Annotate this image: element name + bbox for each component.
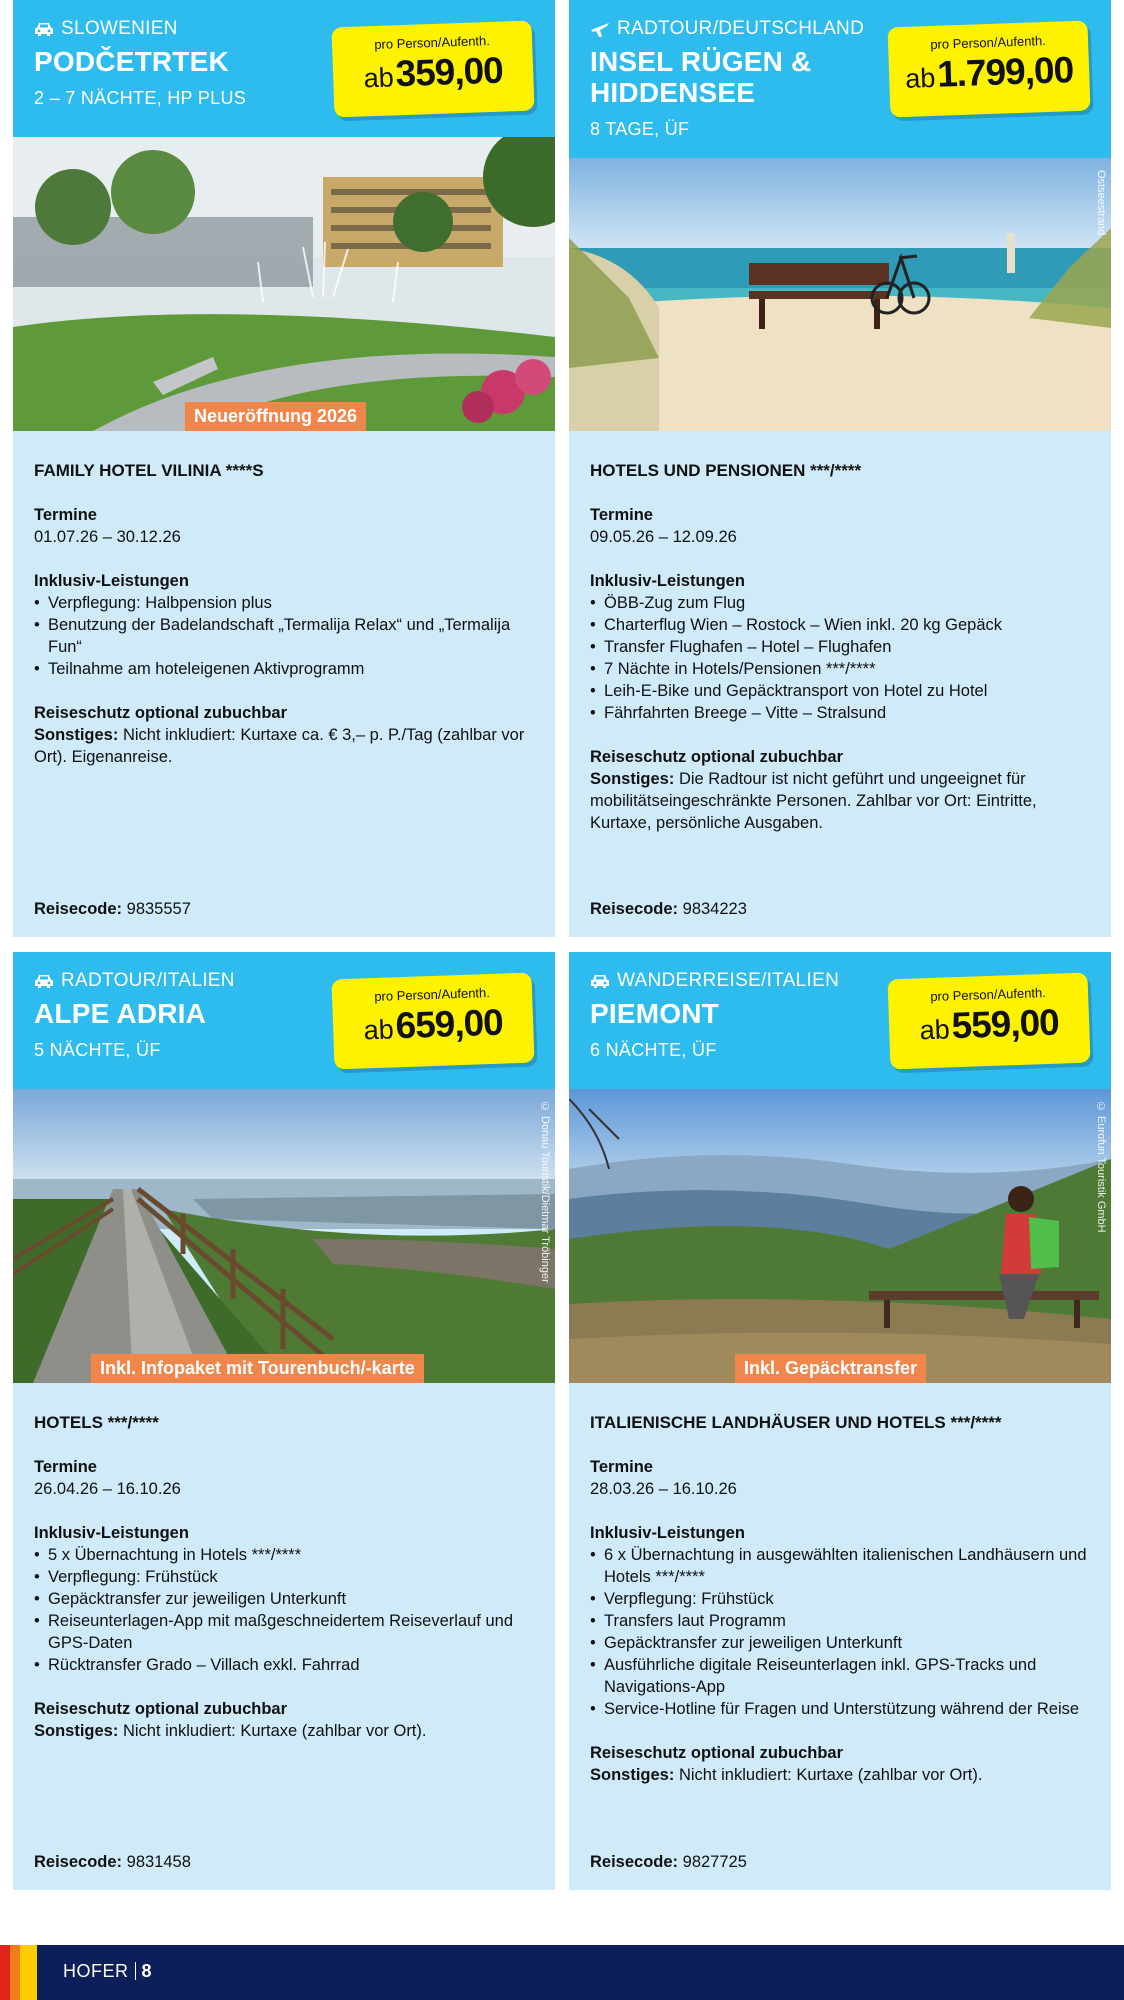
duration-subtitle: 6 NÄCHTE, ÜF [590, 1040, 717, 1060]
price-note: pro Person/Aufenth. [374, 33, 491, 53]
sonstiges-text [34, 724, 535, 768]
offer-card-piemont[interactable] [569, 952, 1111, 1890]
brand-stripe-orange [10, 1945, 20, 2000]
reisecode [590, 1853, 747, 1872]
duration-subtitle: 2 – 7 NÄCHTE, HP PLUS [34, 88, 247, 108]
list-item: • Gepäcktransfer zur jeweiligen Unterkunft [34, 1588, 535, 1610]
reisecode-label: Reisecode: [34, 900, 123, 918]
reiseschutz-note: Reiseschutz optional zubuchbar [590, 748, 844, 766]
car-icon [34, 972, 54, 990]
price-badge [331, 973, 534, 1070]
card-header [569, 0, 1111, 158]
reisecode-value: 9834223 [682, 900, 747, 918]
list-item: • Fährfahrten Breege – Vitte – Stralsund [590, 702, 1091, 724]
list-item: • Transfer Flughafen – Hotel – Flughafen [590, 636, 1091, 658]
reisecode [34, 900, 191, 919]
inklusiv-list [34, 1544, 535, 1676]
brand-stripe-yellow [20, 1945, 37, 2000]
termine-label: Termine [590, 506, 653, 524]
destination-title: PIEMONT [590, 998, 719, 1029]
sonstiges-label: Sonstiges: [590, 1766, 675, 1784]
sonstiges-label: Sonstiges: [34, 726, 119, 744]
reisecode [34, 1853, 191, 1872]
reiseschutz-note: Reiseschutz optional zubuchbar [34, 1700, 288, 1718]
card-header [13, 952, 555, 1089]
page-number: 8 [141, 1961, 153, 1981]
card-header [569, 952, 1111, 1089]
car-icon [590, 972, 610, 990]
list-item: • Verpflegung: Frühstück [590, 1588, 1091, 1610]
sonstiges-value: Nicht inkludiert: Kurtaxe (zahlbar vor Ort). [678, 1766, 983, 1784]
reisecode-value: 9835557 [126, 900, 191, 918]
offer-card-podcetrtek[interactable] [13, 0, 555, 937]
inklusiv-list [590, 592, 1091, 724]
offer-card-ruegen[interactable] [569, 0, 1111, 937]
list-item: • Gepäcktransfer zur jeweiligen Unterkunft [590, 1632, 1091, 1654]
list-item: • Teilnahme am hoteleigenen Aktivprogramm [34, 658, 535, 680]
destination-title: PODČETRTEK [34, 46, 229, 77]
destination-title: ALPE ADRIA [34, 998, 207, 1029]
reisecode-label: Reisecode: [590, 900, 679, 918]
category-label: RADTOUR/DEUTSCHLAND [617, 18, 865, 39]
list-item: • 6 x Übernachtung in ausgewählten italienischen Landhäusern und Hotels ***/**** [590, 1544, 1091, 1588]
list-item: • Verpflegung: Frühstück [34, 1566, 535, 1588]
footer-divider [135, 1962, 136, 1980]
price-value: 359,00 [394, 49, 504, 95]
list-item: • Reiseunterlagen-App mit maßgeschneidertem Reiseverlauf und GPS-Daten [34, 1610, 535, 1654]
price-note: pro Person/Aufenth. [374, 985, 491, 1005]
termine-dates: 28.03.26 – 16.10.26 [590, 1480, 737, 1498]
hotel-name: ITALIENISCHE LANDHÄUSER UND HOTELS ***/**** [590, 1413, 1002, 1432]
highlight-ribbon: Neueröffnung 2026 [185, 402, 366, 431]
termine-dates: 01.07.26 – 30.12.26 [34, 528, 181, 546]
plane-icon [590, 20, 610, 38]
inklusiv-label: Inklusiv-Leistungen [590, 572, 745, 590]
sonstiges-text [590, 768, 1091, 834]
photo-credit: © Eurofun Touristik GmbH [1095, 1101, 1107, 1233]
card-details [590, 460, 1091, 834]
sonstiges-value: Nicht inkludiert: Kurtaxe ca. € 3,– p. P./Tag (zahlbar vor Ort). Eigenanreise. [34, 726, 525, 766]
page-footer [0, 1945, 1124, 2000]
sonstiges-label: Sonstiges: [34, 1722, 119, 1740]
inklusiv-label: Inklusiv-Leistungen [34, 572, 189, 590]
reisecode-value: 9831458 [126, 1853, 191, 1871]
reisecode [590, 900, 747, 919]
mountain-view-photo [569, 1089, 1111, 1383]
card-details [34, 460, 535, 768]
offer-card-alpe-adria[interactable] [13, 952, 555, 1890]
category-label: SLOWENIEN [61, 18, 178, 39]
highlight-ribbon: Inkl. Gepäcktransfer [735, 1354, 926, 1383]
inklusiv-list [34, 592, 535, 680]
duration-subtitle: 8 TAGE, ÜF [590, 119, 690, 139]
list-item: • Leih-E-Bike und Gepäcktransport von Hotel zu Hotel [590, 680, 1091, 702]
reiseschutz-note: Reiseschutz optional zubuchbar [34, 704, 288, 722]
price-prefix: ab [363, 1014, 395, 1046]
price-prefix: ab [919, 1014, 951, 1046]
reiseschutz-note: Reiseschutz optional zubuchbar [590, 1744, 844, 1762]
footer-label [63, 1961, 152, 1982]
price-prefix: ab [904, 62, 936, 94]
termine-label: Termine [590, 1458, 653, 1476]
price-badge [887, 21, 1090, 118]
beach-bench-photo [569, 158, 1111, 431]
sonstiges-value: Nicht inkludiert: Kurtaxe (zahlbar vor Ort). [122, 1722, 427, 1740]
price-badge [331, 21, 534, 118]
photo-credit: Ostseestrand [1095, 170, 1107, 236]
price-prefix: ab [363, 62, 395, 94]
list-item: • 5 x Übernachtung in Hotels ***/**** [34, 1544, 535, 1566]
duration-subtitle: 5 NÄCHTE, ÜF [34, 1040, 161, 1060]
hotel-park-photo [13, 137, 555, 431]
coastal-path-photo [13, 1089, 555, 1383]
inklusiv-list [590, 1544, 1091, 1720]
sonstiges-value: Die Radtour ist nicht geführt und ungeeignet für mobilitätseingeschränkte Personen. Zahlbar vor Ort: Eintritte, Kurtaxe, persönliche Ausgaben. [590, 770, 1037, 832]
sonstiges-label: Sonstiges: [590, 770, 675, 788]
hotel-name: HOTELS UND PENSIONEN ***/**** [590, 461, 862, 480]
card-details [34, 1412, 535, 1742]
card-header [13, 0, 555, 137]
termine-dates: 09.05.26 – 12.09.26 [590, 528, 737, 546]
list-item: • Charterflug Wien – Rostock – Wien inkl. 20 kg Gepäck [590, 614, 1091, 636]
brand-name: HOFER [63, 1961, 129, 1981]
list-item: • ÖBB-Zug zum Flug [590, 592, 1091, 614]
category-label: WANDERREISE/ITALIEN [617, 970, 840, 991]
list-item: • Benutzung der Badelandschaft „Termalija Relax“ und „Termalija Fun“ [34, 614, 535, 658]
termine-dates: 26.04.26 – 16.10.26 [34, 1480, 181, 1498]
reisecode-label: Reisecode: [590, 1853, 679, 1871]
price-note: pro Person/Aufenth. [930, 985, 1047, 1005]
list-item: • Verpflegung: Halbpension plus [34, 592, 535, 614]
inklusiv-label: Inklusiv-Leistungen [590, 1524, 745, 1542]
reisecode-label: Reisecode: [34, 1853, 123, 1871]
hotel-name: HOTELS ***/**** [34, 1413, 159, 1432]
list-item: • 7 Nächte in Hotels/Pensionen ***/**** [590, 658, 1091, 680]
termine-label: Termine [34, 1458, 97, 1476]
price-value: 659,00 [394, 1001, 504, 1047]
car-icon [34, 20, 54, 38]
list-item: • Ausführliche digitale Reiseunterlagen inkl. GPS-Tracks und Navigations-App [590, 1654, 1091, 1698]
price-value: 1.799,00 [936, 49, 1074, 95]
price-badge [887, 973, 1090, 1070]
list-item: • Rücktransfer Grado – Villach exkl. Fahrrad [34, 1654, 535, 1676]
destination-title: INSEL RÜGEN & HIDDENSEE [590, 46, 812, 108]
highlight-ribbon: Inkl. Infopaket mit Tourenbuch/-karte [91, 1354, 424, 1383]
price-note: pro Person/Aufenth. [930, 33, 1047, 53]
sonstiges-text [590, 1764, 1091, 1786]
list-item: • Transfers laut Programm [590, 1610, 1091, 1632]
hotel-name: FAMILY HOTEL VILINIA ****S [34, 461, 264, 480]
inklusiv-label: Inklusiv-Leistungen [34, 1524, 189, 1542]
price-value: 559,00 [950, 1001, 1060, 1047]
termine-label: Termine [34, 506, 97, 524]
sonstiges-text [34, 1720, 535, 1742]
reisecode-value: 9827725 [682, 1853, 747, 1871]
card-details [590, 1412, 1091, 1786]
photo-credit: © Donau Touristik/Dietmar Tröbinger [539, 1101, 551, 1283]
brand-stripe-red [0, 1945, 10, 2000]
category-label: RADTOUR/ITALIEN [61, 970, 235, 991]
list-item: • Service-Hotline für Fragen und Unterstützung während der Reise [590, 1698, 1091, 1720]
